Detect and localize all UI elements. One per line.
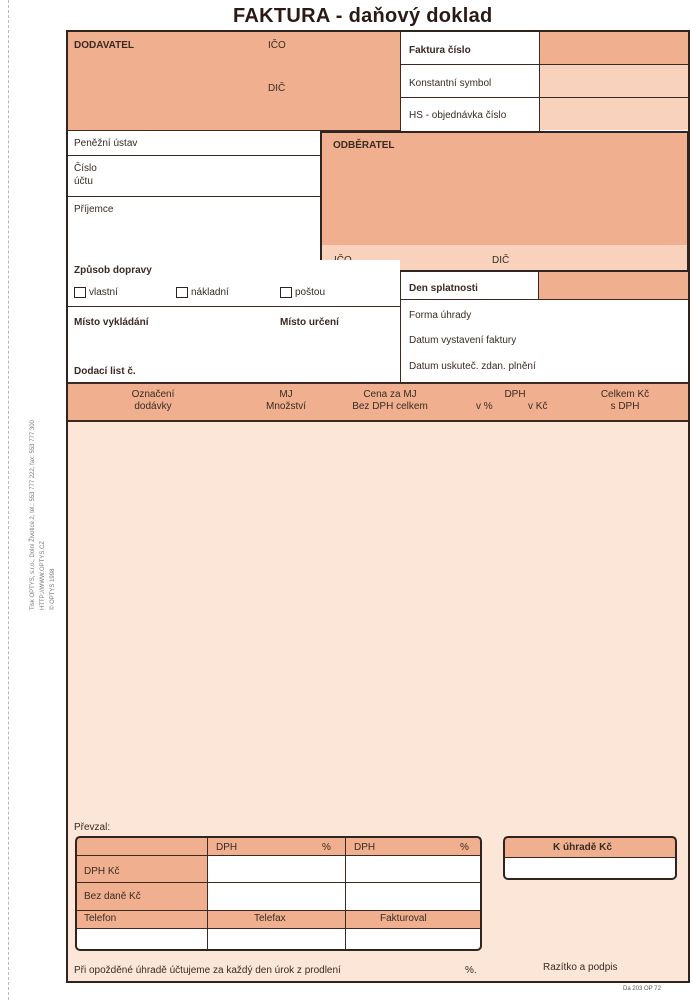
unload-place-label: Místo vykládání	[74, 317, 149, 328]
fax-label: Telefax	[254, 913, 286, 924]
constant-symbol-label: Konstantní symbol	[409, 78, 492, 89]
late-payment-note: Při opožděné úhradě účtujeme za každý den úrok z prodlení	[74, 965, 341, 976]
supplier-dic-label: DIČ	[268, 83, 286, 94]
col-total: Celkem Kč s DPH	[600, 389, 650, 412]
transport-truck[interactable]: nákladní	[176, 287, 229, 298]
late-payment-pct: %.	[465, 965, 477, 976]
invoice-number-label: Faktura číslo	[409, 45, 471, 56]
col-designation: Označení dodávky	[131, 389, 175, 412]
perforation-line	[8, 0, 9, 1000]
phone-label: Telefon	[84, 913, 117, 924]
customer-dic-label: DIČ	[492, 255, 510, 266]
printer-info-line1: Tisk OPTYS, s.r.o., Dolní Životice 2, tel.: 553 777 222, fax: 553 777 300	[30, 420, 36, 610]
tax-col1-dph: DPH	[216, 842, 238, 853]
base-kc-label: Bez daně Kč	[84, 891, 141, 902]
form-code: Da 203 OP 72	[623, 986, 661, 992]
account-label-1: Číslo	[74, 163, 97, 174]
transfer-label: Převzal:	[74, 822, 111, 833]
tax-date-label: Datum uskuteč. zdan. plnění	[409, 361, 536, 372]
total-due-label: K úhradě Kč	[553, 842, 612, 853]
delivery-note-label: Dodací list č.	[74, 366, 136, 377]
transport-own[interactable]: vlastní	[74, 287, 118, 298]
destination-label: Místo určení	[280, 317, 339, 328]
customer-label: ODBĚRATEL	[333, 140, 395, 151]
issued-by-label: Fakturoval	[380, 913, 427, 924]
col-vat: DPH v % v Kč	[476, 389, 548, 412]
document-title: FAKTURA - daňový doklad	[233, 5, 493, 27]
vat-kc-label: DPH Kč	[84, 866, 120, 877]
tax-col2-dph: DPH	[354, 842, 376, 853]
transport-label: Způsob dopravy	[74, 265, 152, 276]
order-number-label: HS - objednávka číslo	[409, 110, 507, 121]
issue-date-label: Datum vystavení faktury	[409, 335, 517, 346]
tax-col1-pct: %	[322, 842, 331, 853]
printer-info-line2: HTTP://WWW.OPTYS.CZ	[40, 541, 46, 610]
printer-info-line3: © OPTYS 1998	[50, 568, 56, 610]
tax-col2-pct: %	[460, 842, 469, 853]
supplier-ico-label: IČO	[268, 40, 286, 51]
col-price: Cena za MJ Bez DPH celkem	[352, 389, 428, 412]
account-label-2: účtu	[74, 176, 93, 187]
transport-post[interactable]: poštou	[280, 287, 325, 298]
recipient-label: Příjemce	[74, 204, 114, 215]
bank-label: Peněžní ústav	[74, 138, 138, 149]
due-date-label: Den splatnosti	[409, 283, 478, 294]
payment-form-label: Forma úhrady	[409, 310, 472, 321]
stamp-signature-label: Razítko a podpis	[543, 962, 618, 973]
supplier-label: DODAVATEL	[74, 40, 134, 51]
col-unit-qty: MJ Množství	[265, 389, 306, 412]
